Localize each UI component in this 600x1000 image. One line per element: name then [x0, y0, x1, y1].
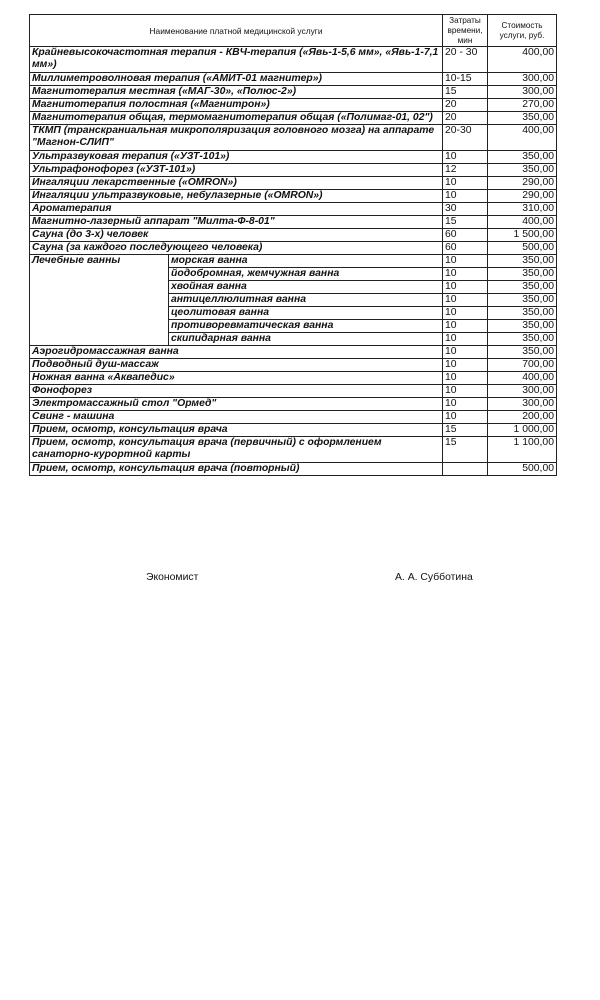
service-cost: 350,00 — [488, 346, 557, 359]
service-name: Ингаляции лекарственные («OMRON») — [30, 177, 443, 190]
service-time: 15 — [443, 86, 488, 99]
service-name: Ингаляции ультразвуковые, небулазерные («OMRON») — [30, 190, 443, 203]
service-name: Ультразвуковая терапия («УЗТ-101») — [30, 151, 443, 164]
service-time: 10 — [443, 359, 488, 372]
service-time: 60 — [443, 229, 488, 242]
service-name: Прием, осмотр, консультация врача — [30, 424, 443, 437]
service-cost: 350,00 — [488, 164, 557, 177]
bath-type: хвойная ванна — [169, 281, 443, 294]
service-cost: 1 500,00 — [488, 229, 557, 242]
service-cost: 400,00 — [488, 372, 557, 385]
table-row — [30, 385, 557, 398]
service-name: Крайневысокочастотная терапия - КВЧ-терапия («Явь-1-5,6 мм», «Явь-1-7,1 мм») — [30, 47, 443, 73]
service-name: Магнитно-лазерный аппарат "Милта-Ф-8-01" — [30, 216, 443, 229]
bath-type: морская ванна — [169, 255, 443, 268]
service-time: 10 — [443, 398, 488, 411]
service-name: Магнитотерапия общая, термомагнитотерапия общая («Полимаг-01, 02") — [30, 112, 443, 125]
table-row — [30, 255, 557, 268]
table-row — [30, 359, 557, 372]
service-time: 30 — [443, 203, 488, 216]
table-row — [30, 229, 557, 242]
service-name: Ароматерапия — [30, 203, 443, 216]
table-row — [30, 398, 557, 411]
service-cost: 400,00 — [488, 47, 557, 73]
service-time: 10 — [443, 190, 488, 203]
table-row — [30, 203, 557, 216]
service-cost: 700,00 — [488, 359, 557, 372]
service-time: 10 — [443, 385, 488, 398]
service-time: 10 — [443, 255, 488, 268]
service-name: Ножная ванна «Аквапедис» — [30, 372, 443, 385]
service-time: 10 — [443, 333, 488, 346]
service-time: 10 — [443, 177, 488, 190]
service-cost: 1 100,00 — [488, 437, 557, 463]
service-time: 10 — [443, 294, 488, 307]
service-time: 10 — [443, 320, 488, 333]
table-row — [30, 411, 557, 424]
table-row — [30, 151, 557, 164]
service-time: 15 — [443, 437, 488, 463]
baths-group-label: Лечебные ванны — [30, 255, 169, 346]
service-name: Миллиметроволновая терапия («АМИТ-01 магнитер») — [30, 73, 443, 86]
table-row — [30, 437, 557, 463]
header-time: Затраты времени, мин — [443, 15, 488, 47]
table-row — [30, 372, 557, 385]
price-list-sheet — [29, 14, 556, 583]
service-cost: 500,00 — [488, 463, 557, 476]
table-row — [30, 164, 557, 177]
service-name: ТКМП (транскраниальная микрополяризация головного мозга) на аппарате "Магнон-СЛИП" — [30, 125, 443, 151]
service-time: 10 — [443, 281, 488, 294]
service-name: Фонофорез — [30, 385, 443, 398]
table-header-row — [30, 15, 557, 47]
service-time: 10 — [443, 411, 488, 424]
service-time: 10 — [443, 372, 488, 385]
service-cost: 290,00 — [488, 177, 557, 190]
service-time: 10 — [443, 346, 488, 359]
service-cost: 400,00 — [488, 125, 557, 151]
bath-type: противоревматическая ванна — [169, 320, 443, 333]
table-row — [30, 424, 557, 437]
service-cost: 200,00 — [488, 411, 557, 424]
signer-name: А. А. Субботина — [395, 572, 473, 583]
service-cost: 350,00 — [488, 320, 557, 333]
table-row — [30, 125, 557, 151]
service-cost: 350,00 — [488, 112, 557, 125]
table-row — [30, 99, 557, 112]
service-cost: 270,00 — [488, 99, 557, 112]
service-cost: 300,00 — [488, 398, 557, 411]
table-row — [30, 463, 557, 476]
service-name: Магнитотерапия полостная («Магнитрон») — [30, 99, 443, 112]
service-name: Свинг - машина — [30, 411, 443, 424]
service-name: Электромассажный стол "Ормед" — [30, 398, 443, 411]
service-cost: 310,00 — [488, 203, 557, 216]
header-cost: Стоимость услуги, руб. — [488, 15, 557, 47]
signer-position: Экономист — [146, 572, 199, 583]
table-row — [30, 242, 557, 255]
service-name: Подводный душ-массаж — [30, 359, 443, 372]
table-row — [30, 190, 557, 203]
service-time: 20-30 — [443, 125, 488, 151]
service-cost: 350,00 — [488, 281, 557, 294]
service-cost: 500,00 — [488, 242, 557, 255]
service-name: Прием, осмотр, консультация врача (первичный) с оформлением санаторно-курортной карты — [30, 437, 443, 463]
service-name: Аэрогидромассажная ванна — [30, 346, 443, 359]
service-time: 10 — [443, 268, 488, 281]
service-cost: 290,00 — [488, 190, 557, 203]
service-time: 15 — [443, 216, 488, 229]
table-row — [30, 346, 557, 359]
service-cost: 300,00 — [488, 385, 557, 398]
price-table — [29, 14, 557, 476]
service-cost: 350,00 — [488, 268, 557, 281]
service-cost: 350,00 — [488, 255, 557, 268]
service-name: Прием, осмотр, консультация врача (повторный) — [30, 463, 443, 476]
table-row — [30, 112, 557, 125]
service-name: Магнитотерапия местная («МАГ-30», «Полюс-2») — [30, 86, 443, 99]
bath-type: скипидарная ванна — [169, 333, 443, 346]
service-cost: 350,00 — [488, 151, 557, 164]
service-time — [443, 463, 488, 476]
table-body — [30, 47, 557, 476]
service-cost: 350,00 — [488, 294, 557, 307]
service-time: 60 — [443, 242, 488, 255]
service-time: 20 - 30 — [443, 47, 488, 73]
service-cost: 350,00 — [488, 333, 557, 346]
bath-type: йодобромная, жемчужная ванна — [169, 268, 443, 281]
table-row — [30, 177, 557, 190]
service-time: 20 — [443, 112, 488, 125]
service-time: 15 — [443, 424, 488, 437]
service-name: Сауна (за каждого последующего человека) — [30, 242, 443, 255]
service-name: Сауна (до 3-х) человек — [30, 229, 443, 242]
service-time: 10-15 — [443, 73, 488, 86]
service-time: 10 — [443, 151, 488, 164]
service-cost: 350,00 — [488, 307, 557, 320]
header-service-name: Наименование платной медицинской услуги — [30, 15, 443, 47]
table-row — [30, 86, 557, 99]
service-time: 12 — [443, 164, 488, 177]
service-time: 20 — [443, 99, 488, 112]
table-row — [30, 47, 557, 73]
service-cost: 1 000,00 — [488, 424, 557, 437]
service-cost: 300,00 — [488, 86, 557, 99]
table-row — [30, 73, 557, 86]
table-row — [30, 216, 557, 229]
service-name: Ультрафонофорез («УЗТ-101») — [30, 164, 443, 177]
bath-type: антицеллюлитная ванна — [169, 294, 443, 307]
bath-type: цеолитовая ванна — [169, 307, 443, 320]
service-cost: 300,00 — [488, 73, 557, 86]
service-time: 10 — [443, 307, 488, 320]
service-cost: 400,00 — [488, 216, 557, 229]
